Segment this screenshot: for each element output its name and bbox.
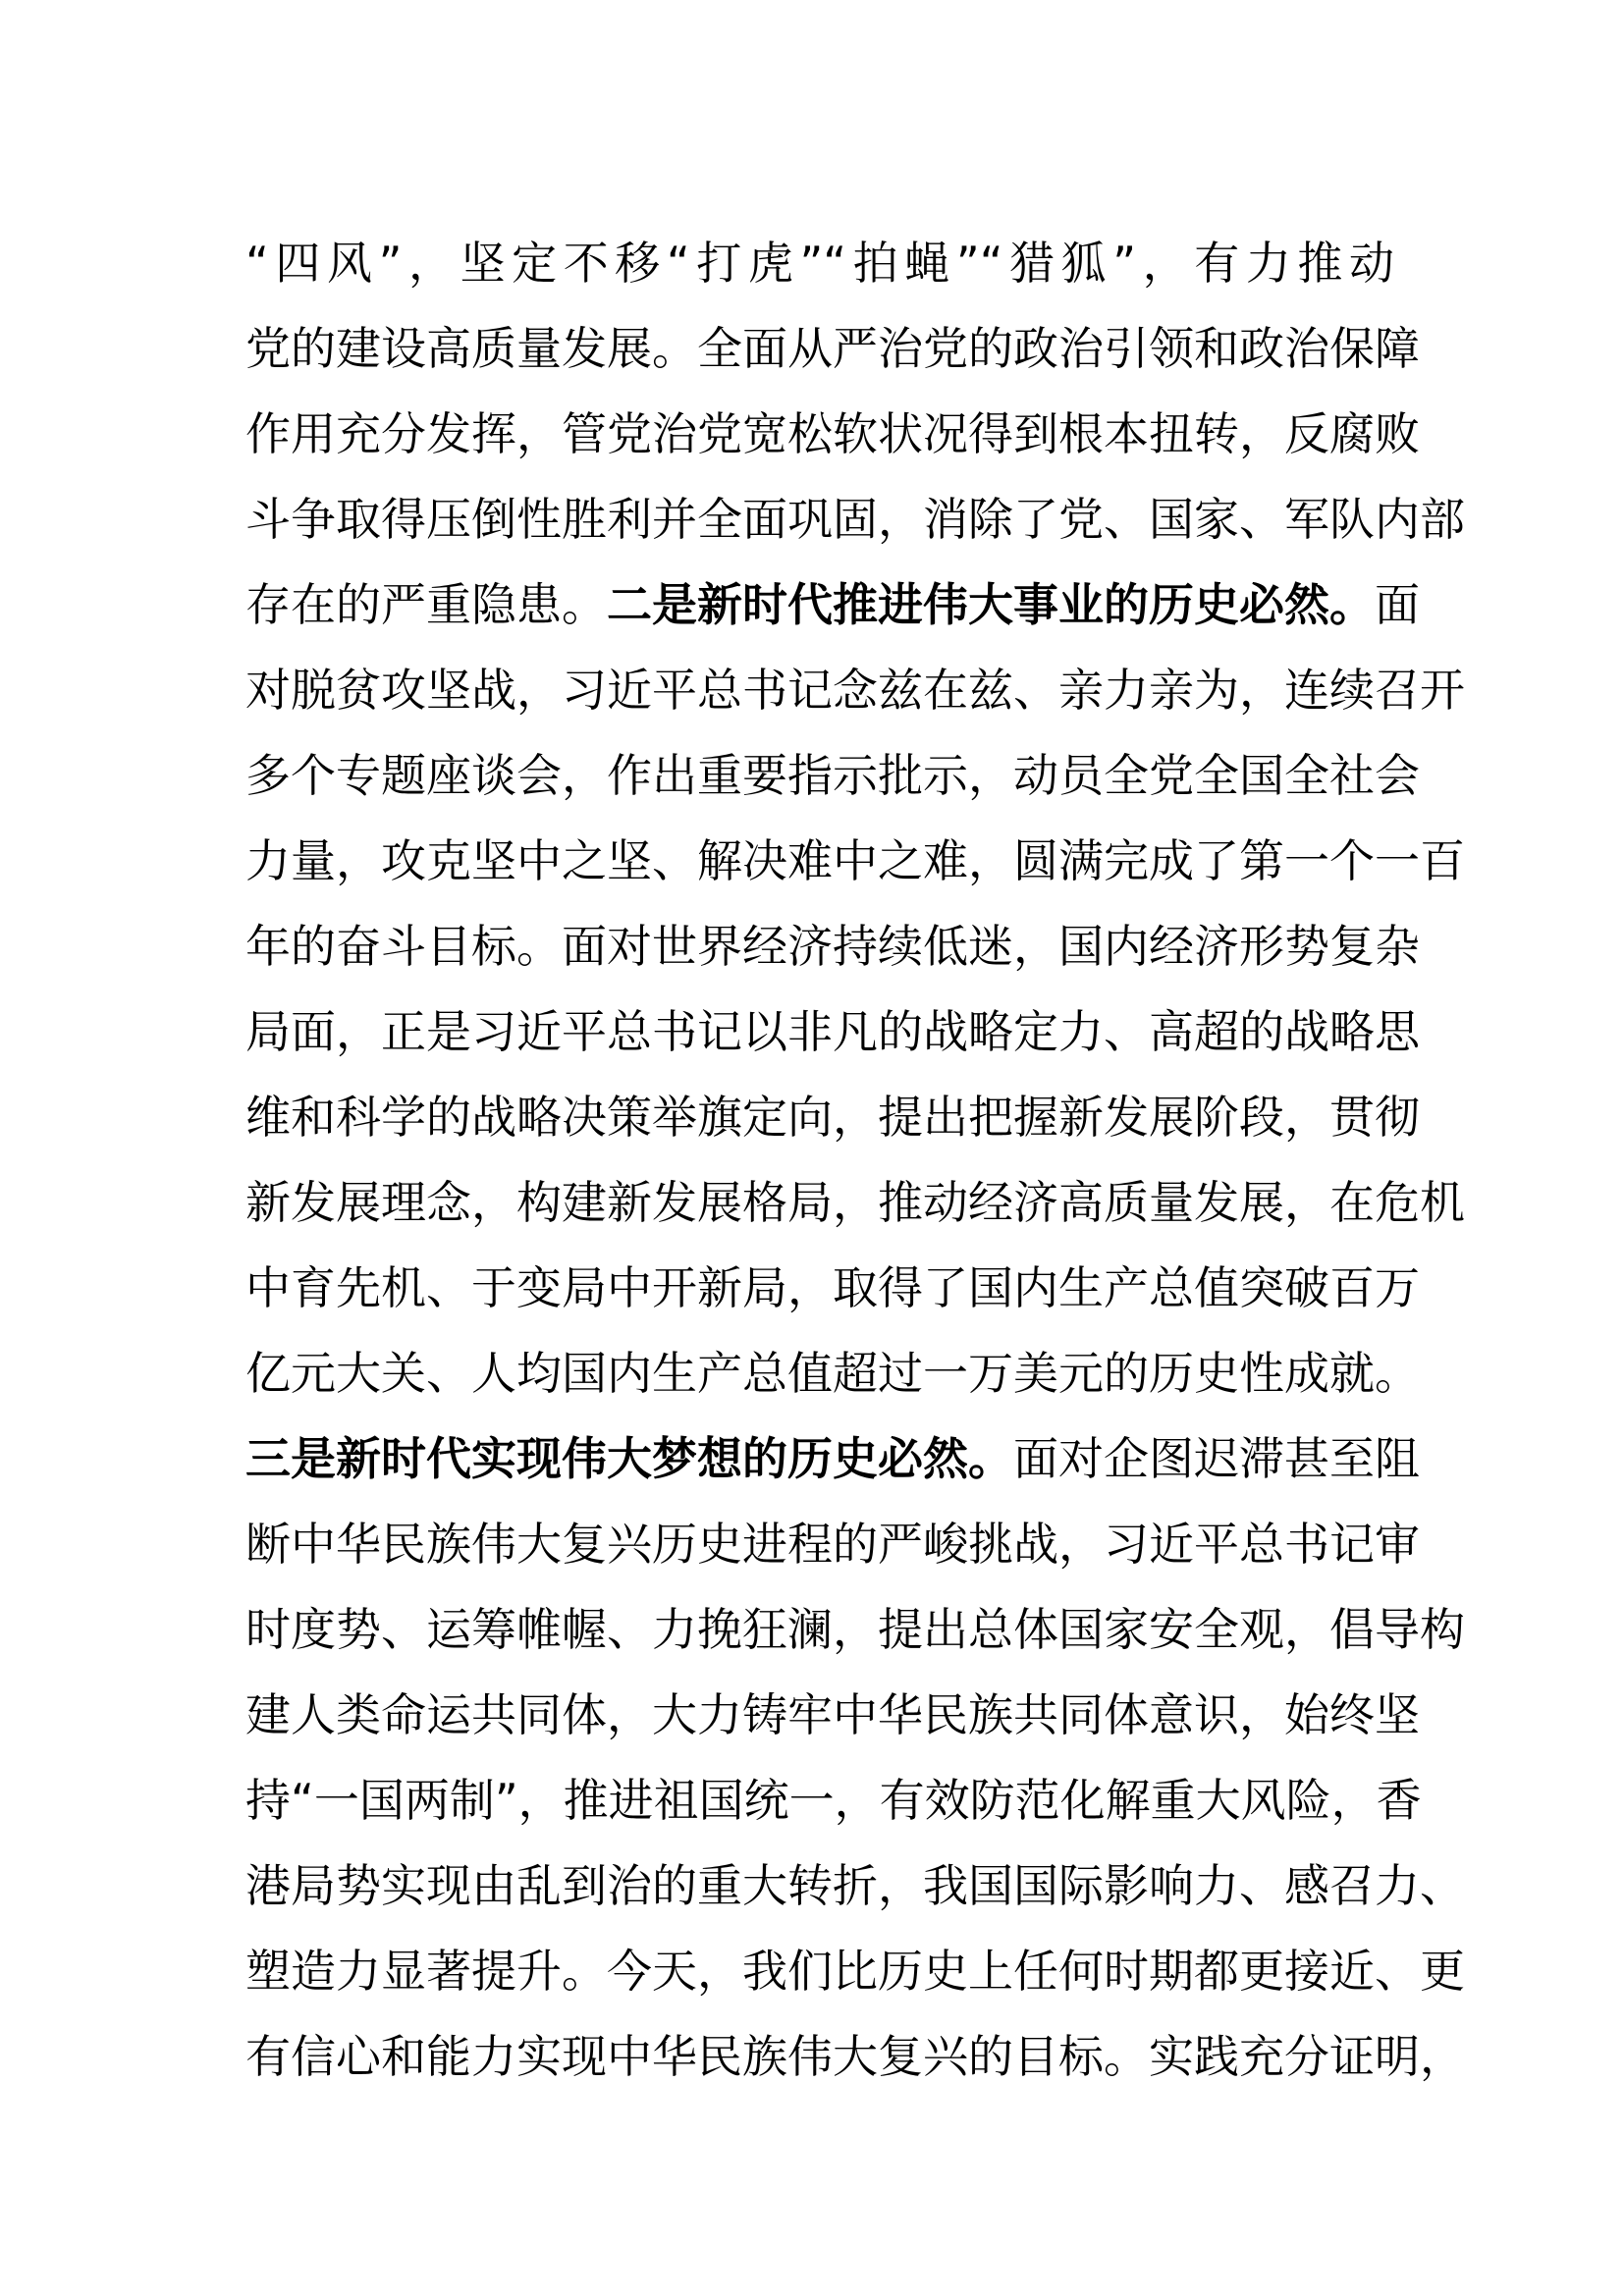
text-line <box>245 648 1465 733</box>
body-text-segment: 持“一国两制”，推进祖国统一，有效防范化解重大风险，香 <box>245 1774 1422 1827</box>
text-line <box>245 1843 1465 1929</box>
text-line <box>245 733 1420 819</box>
text-line <box>245 562 1420 648</box>
body-text-segment: 亿元大关、人均国内生产总值超过一万美元的历史性成就。 <box>245 1347 1420 1400</box>
text-line <box>245 989 1420 1075</box>
body-paragraph <box>245 221 1465 2100</box>
body-text-segment: 力量，攻克坚中之坚、解决难中之难，圆满完成了第一个一百 <box>245 834 1465 887</box>
body-text-segment: 有信心和能力实现中华民族伟大复兴的目标。实践充分证明， <box>245 2030 1465 2083</box>
text-line <box>245 1929 1465 2014</box>
body-text-segment: 存在的严重隐患。 <box>245 578 607 631</box>
body-text-segment: 中育先机、于变局中开新局，取得了国内生产总值突破百万 <box>245 1261 1420 1314</box>
text-line <box>245 1673 1420 1758</box>
bold-heading-text: 二是新时代推进伟大事业的历史必然。 <box>607 578 1375 631</box>
text-line <box>245 904 1420 989</box>
body-text-segment: 塑造力显著提升。今天，我们比历史上任何时期都更接近、更 <box>245 1945 1465 1998</box>
body-text-segment: 多个专题座谈会，作出重要指示批示，动员全党全国全社会 <box>245 749 1420 802</box>
body-text-segment: 年的奋斗目标。面对世界经济持续低迷，国内经济形势复杂 <box>245 920 1420 973</box>
text-line <box>245 819 1465 904</box>
text-line <box>245 392 1420 477</box>
body-text-segment: 斗争取得压倒性胜利并全面巩固，消除了党、国家、军队内部 <box>245 493 1465 546</box>
body-text-segment: “四风”，坚定不移“打虎”“拍蝇”“猎狐”，有力推动 <box>245 237 1394 290</box>
body-text-segment: 党的建设高质量发展。全面从严治党的政治引领和政治保障 <box>245 322 1420 375</box>
body-text-segment: 对脱贫攻坚战，习近平总书记念兹在兹、亲力亲为，连续召开 <box>245 664 1465 717</box>
text-line <box>245 1246 1420 1331</box>
body-text-segment: 面 <box>1375 578 1420 631</box>
body-text-segment: 局面，正是习近平总书记以非凡的战略定力、高超的战略思 <box>245 1005 1420 1058</box>
text-line <box>245 1502 1420 1587</box>
text-line <box>245 1416 1420 1502</box>
body-text-segment: 时度势、运筹帷幄、力挽狂澜，提出总体国家安全观，倡导构 <box>245 1603 1465 1656</box>
body-text-segment: 面对企图迟滞甚至阻 <box>1013 1432 1420 1485</box>
body-text-segment: 建人类命运共同体，大力铸牢中华民族共同体意识，始终坚 <box>245 1688 1420 1741</box>
text-line <box>245 1160 1465 1246</box>
body-text-segment: 港局势实现由乱到治的重大转折，我国国际影响力、感召力、 <box>245 1859 1465 1912</box>
text-line <box>245 1758 1422 1843</box>
text-line <box>245 1075 1420 1160</box>
text-line <box>245 477 1465 562</box>
bold-heading-text: 三是新时代实现伟大梦想的历史必然。 <box>245 1432 1013 1485</box>
text-line <box>245 1587 1465 1673</box>
text-line <box>245 221 1394 306</box>
text-line <box>245 1331 1420 1416</box>
text-line <box>245 306 1420 392</box>
body-text-segment: 维和科学的战略决策举旗定向，提出把握新发展阶段，贯彻 <box>245 1091 1420 1144</box>
text-line <box>245 2014 1465 2100</box>
body-text-segment: 断中华民族伟大复兴历史进程的严峻挑战，习近平总书记审 <box>245 1518 1420 1571</box>
body-text-segment: 作用充分发挥，管党治党宽松软状况得到根本扭转，反腐败 <box>245 407 1420 460</box>
body-text-segment: 新发展理念，构建新发展格局，推动经济高质量发展，在危机 <box>245 1176 1465 1229</box>
